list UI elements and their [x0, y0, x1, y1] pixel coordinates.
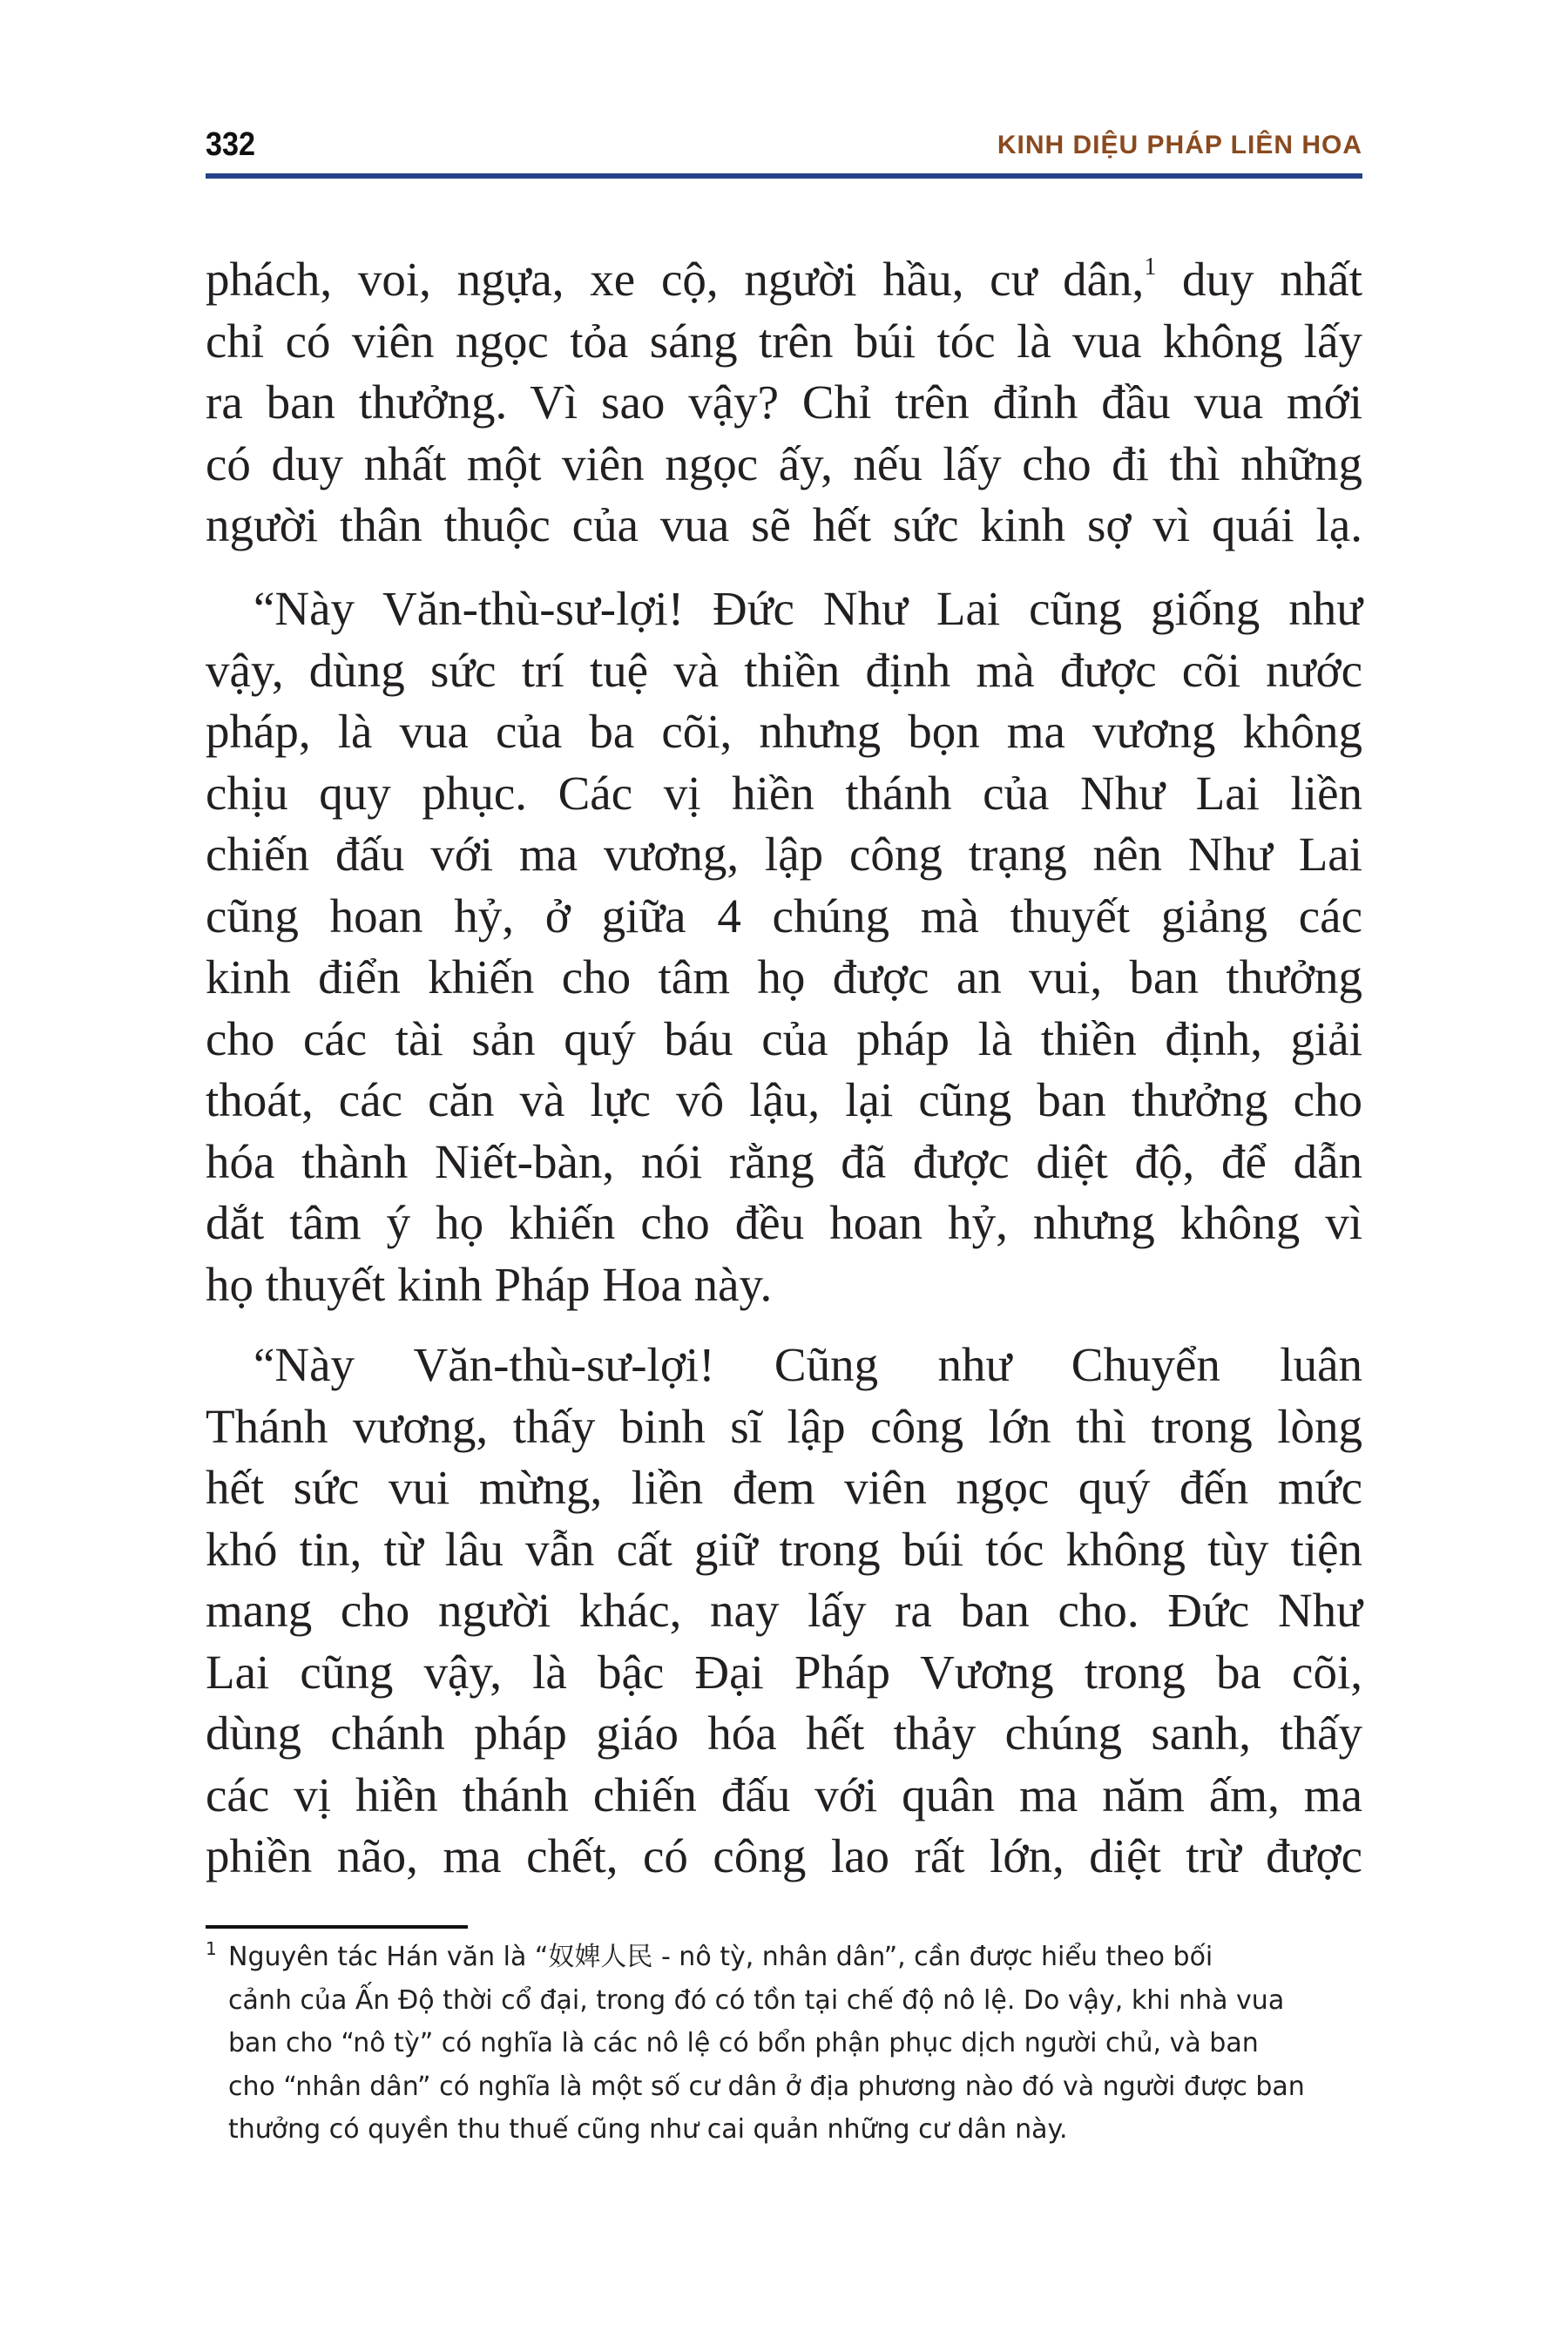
body-line: chỉ có viên ngọc tỏa sáng trên búi tóc là vua không lấy — [206, 314, 1362, 368]
footnote-line: cho “nhân dân” có nghĩa là một số cư dân ở địa phương nào đó và người được ban — [228, 2071, 1305, 2102]
body-paragraph-1 — [206, 249, 1362, 557]
body-line: họ thuyết kinh Pháp Hoa này. — [206, 1257, 773, 1311]
body-line: kinh điển khiến cho tâm họ được an vui, ban thưởng — [206, 950, 1362, 1004]
body-line-text: duy nhất — [1156, 253, 1362, 306]
body-line: cũng hoan hỷ, ở giữa 4 chúng mà thuyết giảng các — [206, 889, 1362, 943]
footnote-line: 1 Nguyên tác Hán văn là “奴婢人民 - nô tỳ, nhân dân”, cần được hiểu theo bối — [206, 1938, 1213, 1972]
body-line: vậy, dùng sức trí tuệ và thiền định mà được cõi nước — [206, 643, 1362, 697]
body-line: Lai cũng vậy, là bậc Đại Pháp Vương trong ba cõi, — [206, 1645, 1362, 1699]
footnote-line-text: Nguyên tác Hán văn là “奴婢人民 - nô tỳ, nhân dân”, cần được hiểu theo bối — [228, 1942, 1213, 1972]
body-line — [206, 249, 1362, 311]
body-line: phiền não, ma chết, có công lao rất lớn, diệt trừ được — [206, 1829, 1362, 1882]
footnote-separator — [206, 1925, 468, 1929]
body-line: hóa thành Niết-bàn, nói rằng đã được diệt độ, để dẫn — [206, 1134, 1362, 1188]
body-line: người thân thuộc của vua sẽ hết sức kinh sợ vì quái lạ. — [206, 498, 1362, 551]
body-line: ra ban thưởng. Vì sao vậy? Chỉ trên đỉnh đầu vua mới — [206, 375, 1362, 429]
body-line: chiến đấu với ma vương, lập công trạng nên Như Lai — [206, 828, 1362, 881]
body-line: cho các tài sản quý báu của pháp là thiền định, giải — [206, 1011, 1362, 1065]
header-rule — [206, 173, 1362, 179]
body-line: Thánh vương, thấy binh sĩ lập công lớn thì trong lòng — [206, 1399, 1362, 1453]
body-line: “Này Văn-thù-sư-lợi! Cũng như Chuyển luân — [253, 1338, 1362, 1391]
footnote-line: thưởng có quyền thu thuế cũng như cai quản những cư dân này. — [228, 2114, 1068, 2145]
body-line: pháp, là vua của ba cõi, nhưng bọn ma vương không — [206, 705, 1362, 758]
footnote-line: ban cho “nô tỳ” có nghĩa là các nô lệ có bổn phận phục dịch người chủ, và ban — [228, 2028, 1259, 2058]
body-line-text: phách, voi, ngựa, xe cộ, người hầu, cư dân, — [206, 253, 1145, 306]
body-line: dắt tâm ý họ khiến cho đều hoan hỷ, nhưng không vì — [206, 1196, 1362, 1249]
running-title: KINH DIỆU PHÁP LIÊN HOA — [997, 131, 1362, 159]
body-paragraph-3 — [206, 1335, 1362, 1888]
body-line: hết sức vui mừng, liền đem viên ngọc quý đến mức — [206, 1461, 1362, 1514]
body-line: các vị hiền thánh chiến đấu với quân ma năm ấm, ma — [206, 1767, 1362, 1821]
body-line: dùng chánh pháp giáo hóa hết thảy chúng sanh, thấy — [206, 1707, 1362, 1760]
body-line: khó tin, từ lâu vẫn cất giữ trong búi tóc không tùy tiện — [206, 1522, 1362, 1576]
body-line: có duy nhất một viên ngọc ấy, nếu lấy cho đi thì những — [206, 436, 1362, 490]
body-line: “Này Văn-thù-sư-lợi! Đức Như Lai cũng giống như — [253, 582, 1362, 635]
footnote — [206, 1936, 1362, 2152]
page-number: 332 — [206, 126, 256, 163]
footnote-reference[interactable]: 1 — [1144, 253, 1157, 280]
body-line: thoát, các căn và lực vô lậu, lại cũng ban thưởng cho — [206, 1073, 1362, 1126]
footnote-line: cảnh của Ấn Độ thời cổ đại, trong đó có tồn tại chế độ nô lệ. Do vậy, khi nhà vua — [228, 1984, 1285, 2016]
body-line: chịu quy phục. Các vị hiền thánh của Như Lai liền — [206, 766, 1362, 820]
body-paragraph-2 — [206, 578, 1362, 1315]
body-line: mang cho người khác, nay lấy ra ban cho. Đức Như — [206, 1584, 1362, 1637]
